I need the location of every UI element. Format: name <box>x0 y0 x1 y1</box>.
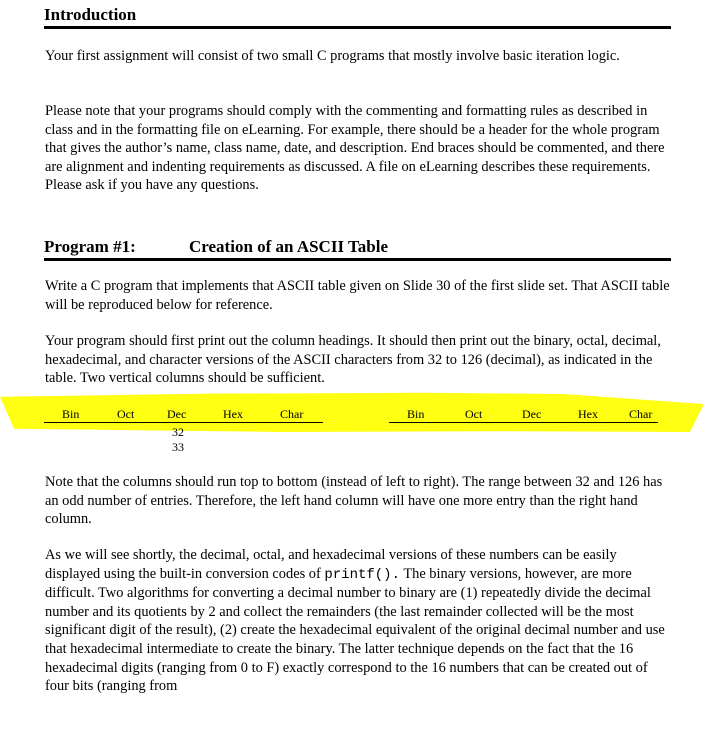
para4-text-b: The binary versions, however, are more difficult. Two algorithms for converting a decimal number to binary are (1) repeatedly divide the decimal number and its quotients by 2 and collect the remainders (the last remainder collected will be the most significant digit of the result), (2) create the hexadecimal equivalent of the original decimal number and use that hexadecimal intermediate to create the binary. The latter technique depends on the fact that the 16 hexadecimal digits (ranging from 0 to F) exactly correspond to the 16 numbers that can be created out of four bits (ranging from <box>45 565 665 695</box>
program1-paragraph-2: Your program should first print out the column headings. It should then print out the binary, octal, decimal, hexadecimal, and character versions of the ASCII characters from 32 to 126 (decimal), as indicated in the table. Two vertical columns should be sufficient. <box>45 333 661 387</box>
left-header-bin: Bin <box>62 407 80 421</box>
para4-text-a: As we will see shortly, the decimal, octal, and hexadecimal versions of these numbers can be easily displayed using the built-in conversion codes of <box>45 547 617 582</box>
program1-paragraph-3: Note that the columns should run top to bottom (instead of left to right). The range between 32 and 126 has an odd number of entries. Therefore, the left hand column will have one more entry than the right hand column. <box>45 474 663 528</box>
left-header-oct: Oct <box>117 407 135 421</box>
program1-heading <box>44 237 671 257</box>
right-header-bin: Bin <box>407 407 425 421</box>
left-header-dec: Dec <box>167 407 187 421</box>
left-header-underline <box>44 422 323 423</box>
program1-paragraph-4 <box>45 546 675 696</box>
intro-paragraph-1: Your first assignment will consist of two small C programs that mostly involve basic iteration logic. <box>45 48 620 64</box>
introduction-heading: Introduction <box>44 5 137 24</box>
dec-value-33: 33 <box>172 440 184 454</box>
right-header-dec: Dec <box>522 407 542 421</box>
dec-value-32: 32 <box>172 425 184 439</box>
yellow-highlight <box>0 392 704 432</box>
right-header-underline <box>389 422 658 423</box>
program1-rule <box>44 258 671 261</box>
right-header-char: Char <box>629 407 653 421</box>
left-header-hex: Hex <box>223 407 243 421</box>
program1-paragraph-1: Write a C program that implements that ASCII table given on Slide 30 of the first slide set. That ASCII table will be reproduced below for reference. <box>45 278 670 313</box>
intro-paragraph-2: Please note that your programs should comply with the commenting and formatting rules as described in class and in the formatting file on eLearning. For example, there should be a header for the whole program that gives the author’s name, class name, date, and description. End braces should be commented, and there are alignment and indenting requirements as discussed. A file on eLearning describes these requirements. Please ask if you have any questions. <box>45 103 665 194</box>
left-header-char: Char <box>280 407 304 421</box>
program1-label: Program #1: <box>44 237 136 256</box>
introduction-rule <box>44 26 671 29</box>
program1-title: Creation of an ASCII Table <box>189 237 389 256</box>
right-header-hex: Hex <box>578 407 598 421</box>
right-header-oct: Oct <box>465 407 483 421</box>
printf-code: printf(). <box>324 566 400 583</box>
